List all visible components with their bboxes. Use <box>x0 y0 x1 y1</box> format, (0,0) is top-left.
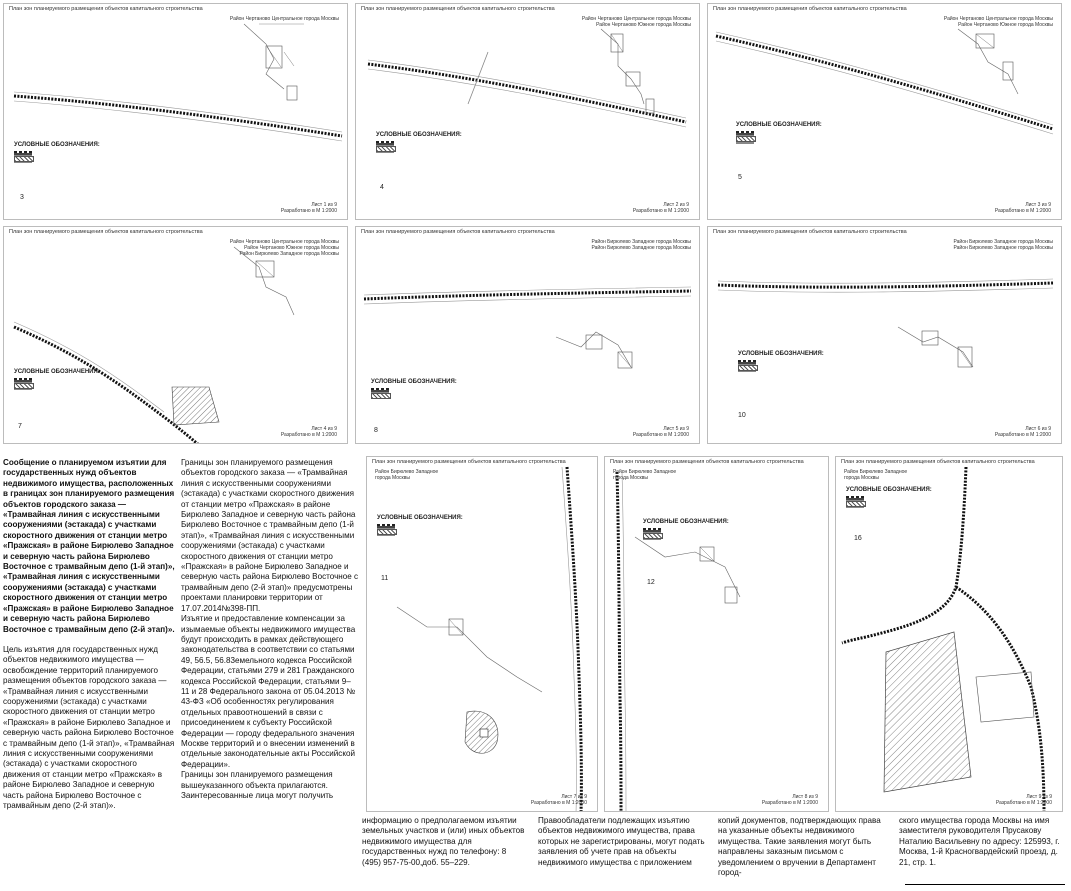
zone-number: 7 <box>18 423 22 430</box>
zone-number: 16 <box>854 535 862 542</box>
sheet-scale: Разработано в М 1:2000 <box>530 800 587 806</box>
legend <box>14 378 184 390</box>
legend-title: УСЛОВНЫЕ ОБОЗНАЧЕНИЯ: <box>377 515 463 521</box>
legend-title: УСЛОВНЫЕ ОБОЗНАЧЕНИЯ: <box>14 369 100 375</box>
legend-title: УСЛОВНЫЕ ОБОЗНАЧЕНИЯ: <box>376 132 462 138</box>
sheet-scale: Разработано в М 1:2000 <box>280 432 337 438</box>
sheet-title: План зон планируемого размещения объектов капитального строительства <box>361 6 555 12</box>
sheet-info <box>996 794 1052 806</box>
map-drawing <box>356 227 700 444</box>
zone-number: 11 <box>381 575 389 582</box>
sheet-scale: Разработано в М 1:2000 <box>761 800 818 806</box>
district-name: Район Бирюлево Западное города Москвы <box>953 245 1053 251</box>
legend <box>738 360 908 372</box>
map-sheet-5 <box>355 226 700 444</box>
zone-number: 5 <box>738 174 742 181</box>
sheet-info <box>531 794 587 806</box>
article-heading: Сообщение о планируемом изъятии для государственных нужд объектов недвижимого имущества, расположенных в границах зон планируемого размещения объектов городского заказа — «Трамвайная линия с искусственными сооружениями (эстакада) с участками скоростного движения от станции метро «Пражская» в районе Бирюлево Западное и северную часть района Бирюлево Восточное с трамвайным депо (1-й этап)», «Трамвайная линия с искусственными сооружениями (эстакада) с участками скоростного движения от станции метро «Пражская» в районе Бирюлево Западное и северную часть района Бирюлево Восточное с трамвайным депо (2-й этап)». <box>3 458 175 634</box>
map-drawing <box>708 4 1062 220</box>
map-drawing <box>708 227 1062 444</box>
article-column-4 <box>538 816 706 868</box>
zone-number: 3 <box>20 194 24 201</box>
sheet-info <box>633 426 689 438</box>
district-name: Район Чертаново Центральное города Москвы <box>229 16 339 22</box>
article-column-6 <box>899 816 1067 868</box>
district-name: Район Бирюлево Западное <box>613 469 677 475</box>
map-sheet-4 <box>3 226 348 444</box>
legend-title: УСЛОВНЫЕ ОБОЗНАЧЕНИЯ: <box>14 142 100 148</box>
legend <box>371 388 541 399</box>
district-names <box>591 239 691 251</box>
district-names <box>582 16 691 28</box>
legend <box>643 528 813 540</box>
sheet-info <box>995 426 1051 438</box>
sheet-title: План зон планируемого размещения объектов капитального строительства <box>841 459 1035 465</box>
district-name: Район Чертаново Южное города Москвы <box>596 22 691 28</box>
zone-number: 4 <box>380 184 384 191</box>
map-sheet-3 <box>707 3 1062 220</box>
district-name: Район Бирюлево Западное города Москвы <box>591 239 691 245</box>
district-names <box>844 469 907 481</box>
sheet-scale: Разработано в М 1:2000 <box>994 432 1051 438</box>
district-name: Район Бирюлево Западное <box>375 469 439 475</box>
district-name: Район Бирюлево Западное <box>844 469 908 475</box>
district-name: Район Чертаново Центральное города Москвы <box>943 16 1053 22</box>
district-name: Район Чертаново Южное города Москвы <box>244 245 339 251</box>
zone-number: 12 <box>647 579 655 586</box>
lot-boundary-symbol <box>738 371 756 372</box>
sheet-number: Лист 2 из 9 <box>663 202 689 208</box>
sheet-title: План зон планируемого размещения объектов капитального строительства <box>713 6 907 12</box>
sheet-number: Лист 5 из 9 <box>663 426 689 432</box>
lot-boundary-symbol <box>846 507 864 508</box>
sheet-info <box>995 202 1051 214</box>
zone-number: 10 <box>738 412 746 419</box>
sheet-title: План зон планируемого размещения объектов капитального строительства <box>372 459 566 465</box>
map-sheet-9 <box>835 456 1063 812</box>
article-boundaries: Границы зон планируемого размещения объектов городского заказа — «Трамвайная линия с искусственными сооружениями (эстакада) с участками скоростного движения от станции метро «Пражская» в районе Бирюлево Западное и северную часть района Бирюлево Восточное с трамвайным депо (1-й этап)», «Трамвайная линия с искусственными сооружениями (эстакада) с участками скоростного движения от станции метро «Пражская» в районе Бирюлево Западное и северную часть района Бирюлево Восточное с трамвайным депо (2-й этап)» предусмотрены проектами планировки территории от 17.07.2014№398-ПП. <box>181 458 359 613</box>
district-name: города Москвы <box>613 475 648 481</box>
zone-number: 8 <box>374 427 378 434</box>
legend <box>377 524 547 536</box>
sheet-scale: Разработано в М 1:2000 <box>995 800 1052 806</box>
sheet-scale: Разработано в М 1:2000 <box>280 208 337 214</box>
article-column-1 <box>3 458 175 811</box>
map-sheet-7 <box>366 456 598 812</box>
district-name: Район Чертаново Центральное города Москвы <box>229 239 339 245</box>
district-names <box>230 239 339 257</box>
map-drawing <box>605 457 829 812</box>
article-address: ского имущества города Москвы на имя заместителя руководителя Прусакову Наталию Васильевну по адресу: 125993, г. Москва, 1-й Красногвардейский проезд, д. 21, стр. 1. <box>899 816 1060 867</box>
sheet-number: Лист 6 из 9 <box>1025 426 1051 432</box>
sheet-info <box>762 794 818 806</box>
legend-title: УСЛОВНЫЕ ОБОЗНАЧЕНИЯ: <box>736 122 822 128</box>
sheet-number: Лист 4 из 9 <box>311 426 337 432</box>
sheet-number: Лист 9 из 9 <box>1026 794 1052 800</box>
article-documents: копий документов, подтверждающих права на указанные объекты недвижимого имущества. Такие заявления могут быть направлены заказным письмом с уведомлением о вручении в Департамент город- <box>718 816 881 878</box>
district-name: Район Бирюлево Западное города Москвы <box>591 245 691 251</box>
legend-title: УСЛОВНЫЕ ОБОЗНАЧЕНИЯ: <box>846 487 932 493</box>
map-drawing <box>356 4 700 220</box>
district-name: города Москвы <box>844 475 879 481</box>
district-name: Район Чертаново Центральное города Москвы <box>581 16 691 22</box>
lot-boundary-symbol <box>14 162 32 163</box>
map-sheet-6 <box>707 226 1062 444</box>
article-rightholders: Правообладатели подлежащих изъятию объектов недвижимого имущества, права которых не зарегистрированы, могут подать заявления об учете прав на объекты недвижимого имущества с приложением <box>538 816 705 867</box>
lot-boundary-symbol <box>736 143 754 144</box>
district-names <box>230 16 339 22</box>
map-sheet-1 <box>3 3 348 220</box>
sheet-number: Лист 7 из 9 <box>561 794 587 800</box>
sheet-info <box>281 202 337 214</box>
article-column-2 <box>181 458 359 801</box>
map-drawing <box>836 457 1063 812</box>
district-names <box>613 469 676 481</box>
sheet-scale: Разработано в М 1:2000 <box>632 432 689 438</box>
district-names <box>944 16 1053 28</box>
lot-boundary-symbol <box>376 152 394 153</box>
sheet-title: План зон планируемого размещения объектов капитального строительства <box>9 6 203 12</box>
sheet-number: Лист 8 из 9 <box>792 794 818 800</box>
legend <box>736 131 906 144</box>
map-sheet-8 <box>604 456 829 812</box>
lot-boundary-symbol <box>643 539 661 540</box>
legend <box>14 151 184 163</box>
article-contact-phone: информацию о предполагаемом изъятии земельных участков и (или) иных объектов недвижимого имущества для государственных нужд по телефону: 8 (495) 957-75-00,доб. 55–229. <box>362 816 525 867</box>
sheet-number: Лист 3 из 9 <box>1025 202 1051 208</box>
district-name: Район Бирюлево Западное города Москвы <box>953 239 1053 245</box>
article-column-5 <box>718 816 886 878</box>
sheet-title: План зон планируемого размещения объектов капитального строительства <box>713 229 907 235</box>
district-names <box>953 239 1053 251</box>
legend <box>376 141 546 153</box>
map-sheet-2 <box>355 3 700 220</box>
legend <box>846 496 1016 508</box>
map-drawing <box>4 227 348 444</box>
lot-boundary-symbol <box>377 535 395 536</box>
legend-title: УСЛОВНЫЕ ОБОЗНАЧЕНИЯ: <box>371 379 457 385</box>
sheet-title: План зон планируемого размещения объектов капитального строительства <box>9 229 203 235</box>
article-purpose: Цель изъятия для государственных нужд объектов недвижимого имущества — освобождение территорий планируемого размещения объектов городского заказа — «Трамвайная линия с искусственными сооружениями (эстакада) с участками скоростного движения от станции метро «Пражская» в районе Бирюлево Западное и северную часть района Бирюлево Восточное с трамвайным депо (1-й этап)», «Трамвайная линия с искусственными сооружениями (эстакада) с участками скоростного движения от станции метро «Пражская» в районе Бирюлево Западное и северную часть района Бирюлево Восточное с трамвайным депо (2-й этап)». <box>3 644 175 810</box>
article-column-3 <box>362 816 527 868</box>
seized-object-symbol <box>371 393 391 399</box>
sheet-scale: Разработано в М 1:2000 <box>632 208 689 214</box>
district-name: Район Чертаново Южное города Москвы <box>958 22 1053 28</box>
article-contact-intro: Заинтересованные лица могут получить <box>181 791 334 800</box>
sheet-number: Лист 1 из 9 <box>311 202 337 208</box>
district-names <box>375 469 438 481</box>
district-name: города Москвы <box>375 475 410 481</box>
legend-title: УСЛОВНЫЕ ОБОЗНАЧЕНИЯ: <box>738 351 824 357</box>
sheet-title: План зон планируемого размещения объектов капитального строительства <box>361 229 555 235</box>
legend-title: УСЛОВНЫЕ ОБОЗНАЧЕНИЯ: <box>643 519 729 525</box>
article-compensation: Изъятие и предоставление компенсации за изымаемые объекты недвижимого имущества будут происходить в рамках действующего законодательства в соответствии со статьями 49, 56.5, 56.83емельного кодекса Российской Федерации, статьями 279 и 281 Гражданского кодекса Российской Федерации, статьями 9–11 и 28 Федерального закона от 05.04.2013 № 43-ФЗ «Об особенностях регулирования отдельных правоотношений в связи с присоединением к субъекту Российской Федерации — городу федерального значения Москве территорий и о внесении изменений в отдельные законодательные акты Российской Федерации». <box>181 614 356 769</box>
map-drawing <box>367 457 598 812</box>
sheet-title: План зон планируемого размещения объектов капитального строительства <box>610 459 804 465</box>
lot-boundary-symbol <box>14 389 32 390</box>
footer-rule <box>905 884 1065 885</box>
map-drawing <box>4 4 348 220</box>
sheet-scale: Разработано в М 1:2000 <box>994 208 1051 214</box>
sheet-info <box>281 426 337 438</box>
sheet-info <box>633 202 689 214</box>
article-scheme: Границы зон планируемого размещения вышеуказанного объекта прилагаются. <box>181 770 333 790</box>
district-name: Район Бирюлево Западное города Москвы <box>239 251 339 257</box>
